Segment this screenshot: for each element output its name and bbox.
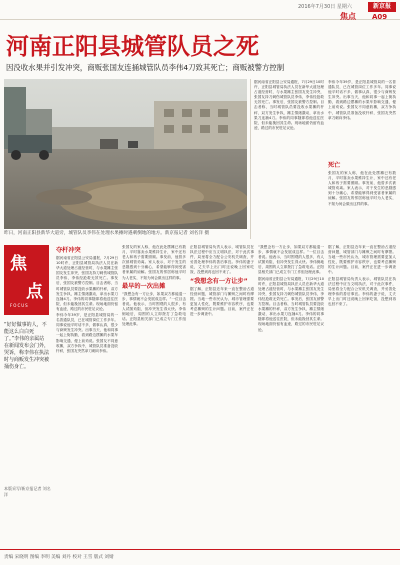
subheadline: 因没收水果并引发冲突，商贩张国友连捅城管队员李伟4刀致其死亡；商贩被警方控制 [6, 63, 285, 72]
newspaper-logo: 新京报 [368, 2, 396, 12]
article-paragraph: 张国友的家人称，他在此处摆摊已有数月，平时靠卖水果维持生计，家中还有老人和孩子需要照顾。事发前，他曾多次被城管劝离。家人表示，对于发生的悲剧感到十分痛心，希望能够得到受害者家属的谅解。张国友的邻居称他平时为人老实，不知为何会做出这样的事。 [328, 171, 396, 206]
article-paragraph: 据了解，正阳县近年来一直在整治占道经营问题，城管部门与摊贩之间时有摩擦。当地一些市民认为，城市管理需要更加人性化，既要维护市容秩序，也要考虑摊贩的生计问题。目前，案件正在进一步调查中。 [328, 245, 396, 275]
article-column-1 [254, 80, 324, 238]
headline: 河南正阳县城管队员之死 [6, 33, 259, 60]
article-paragraph: 据河南省正阳县公安局通报，7月29日10时许，正阳县城管局执法人员在新华大道处理占道经营时，与水果摊主张国友发生冲突，张国友持刀刺伤城管队员李伟，李伟经抢救无效死亡。事发后，张国友被警方控制。目击者称，当时城管队员要没收水果摊的杆秤，双方发生争执，摊主情绪激动，拿出水果刀连捅4刀。李伟的同事随即将他送往医院，但未能挽回其生命。现场地面仍留有血迹，路过的市民驻足议论。 [258, 276, 324, 332]
article-column-2 [328, 80, 396, 158]
focus-char-1: 焦 [10, 254, 27, 274]
photo-caption: 昨日，河南正阳县新华大道旁，城管队员李伟在处理水果摊时遇刺倒地的地方。新京报记者 刘名洋 摄 [4, 231, 210, 236]
article-column-2b [328, 160, 396, 240]
article-column-6 [258, 245, 324, 545]
article-paragraph: 正阳县城管局负责人表示，城管队员在执法过程中应当文明执法，对于此次事件，局里将全力配合公安机关调查，并妥善处理李伟的善后事宜。李伟的妻子说，丈夫早上出门时还说晚上回家吃饭，没想到再也回不来了。 [190, 245, 254, 275]
article-column-3 [56, 245, 118, 545]
street-scene-image [4, 79, 247, 229]
article-column-7 [328, 245, 396, 545]
page-number: A09 [372, 13, 388, 21]
section-heading: “我想念有一方让步” [190, 277, 248, 285]
article-paragraph: 张国友的家人称，他在此处摆摊已有数月，平时靠卖水果维持生计，家中还有老人和孩子需要照顾。事发前，他曾多次被城管劝离。家人表示，对于发生的悲剧感到十分痛心，希望能够得到受害者家属的谅解。张国友的邻居称他平时为人老实，不知为何会做出这样的事。 [122, 245, 186, 280]
section-heading: 死亡 [328, 162, 341, 169]
article-paragraph: 正阳县城管局负责人表示，城管队员在执法过程中应当文明执法，对于此次事件，局里将全力配合公安机关调查，并妥善处理李伟的善后事宜。李伟的妻子说，丈夫早上出门时还说晚上回家吃饭，没想到再也回不来了。 [328, 276, 396, 307]
page-footer: 责编 宋晓明 图编 李明 美编 刘丹 校对 王雪 版式 刘婧 [0, 549, 400, 565]
focus-label-box [4, 245, 49, 315]
section-heading: 最早的一次出摊 [122, 282, 166, 290]
focus-char-2: 点 [26, 282, 43, 302]
article-paragraph: 李伟今年39岁，是正阳县城管局的一名普通队员，已在城管岗位工作多年。同事说他平时话不多，做事认真，很少与商贩发生冲突。出事当天，他和同事一起上街执勤，看到路边摆摊的水果车影响交通，便上前劝说。张国友不同意收摊，双方争执中，城管队员准备没收杆秤，张国友突然拿刀刺向李伟。 [56, 313, 118, 353]
focus-english-label: FOCUS [10, 303, 29, 308]
article-paragraph: 据河南省正阳县公安局通报，7月29日10时许，正阳县城管局执法人员在新华大道处理占道经营时，与水果摊主张国友发生冲突，张国友持刀刺伤城管队员李伟，李伟经抢救无效死亡。事发后，张国友被警方控制。目击者称，当时城管队员要没收水果摊的杆秤，双方发生争执，摊主情绪激动，拿出水果刀连捅4刀。李伟的同事随即将他送往医院，但未能挽回其生命。现场地面仍留有血迹，路过的市民驻足议论。 [56, 256, 118, 311]
article-paragraph: 据河南省正阳县公安局通报，7月29日10时许，正阳县城管局执法人员在新华大道处理占道经营时，与水果摊主张国友发生冲突，张国友持刀刺伤城管队员李伟，李伟经抢救无效死亡。事发后，张国友被警方控制。目击者称，当时城管队员要没收水果摊的杆秤，双方发生争执，摊主情绪激动，拿出水果刀连捅4刀。李伟的同事随即将他送往医院，但未能挽回其生命。现场地面仍留有血迹，路过的市民驻足议论。 [254, 80, 324, 130]
column-divider [250, 79, 251, 239]
article-paragraph: 据了解，正阳县近年来一直在整治占道经营问题，城管部门与摊贩之间时有摩擦。当地一些市民认为，城市管理需要更加人性化，既要维护市容秩序，也要考虑摊贩的生计问题。目前，案件正在进一步调查中。 [190, 286, 254, 317]
issue-date: 2016年7月30日 星期六 [298, 4, 352, 10]
pull-quote: “好好做事的人，不能这么白白死了。”李伟的亲属站在新闻发布会门外，哭诉，称李伟在执法时与商贩发生冲突被捅伤身亡。 [4, 322, 50, 370]
article-paragraph: “我想念有一方让步，如果双方都能退一步，事情就不会发展成这样。”一位目击者说。他表示，当时围观的人很多，有人试图劝阻，但冲突发生得太快。李伟倒地后，周围的人立即拨打了急救电话。正阳县相关部门已成立专门工作组处理此事。 [258, 245, 324, 275]
article-paragraph: “我想念有一方让步，如果双方都能退一步，事情就不会发展成这样。”一位目击者说。他表示，当时围观的人很多，有人试图劝阻，但冲突发生得太快。李伟倒地后，周围的人立即拨打了急救电话。正阳县相关部门已成立专门工作组处理此事。 [122, 291, 186, 327]
article-paragraph: 李伟今年39岁，是正阳县城管局的一名普通队员，已在城管岗位工作多年。同事说他平时话不多，做事认真，很少与商贩发生冲突。出事当天，他和同事一起上街执勤，看到路边摆摊的水果车影响交通，便上前劝说。张国友不同意收摊，双方争执中，城管队员准备没收杆秤，张国友突然拿刀刺向李伟。 [328, 80, 396, 120]
page-header [0, 0, 400, 20]
section-name: 焦点 [340, 12, 356, 21]
article-column-5 [190, 245, 254, 545]
article-column-4 [122, 245, 186, 545]
section-heading: 夺杆冲突 [56, 247, 81, 254]
news-photo [4, 79, 247, 229]
reporter-credit: 本版采写/新京报记者 刘名洋 [4, 486, 51, 497]
